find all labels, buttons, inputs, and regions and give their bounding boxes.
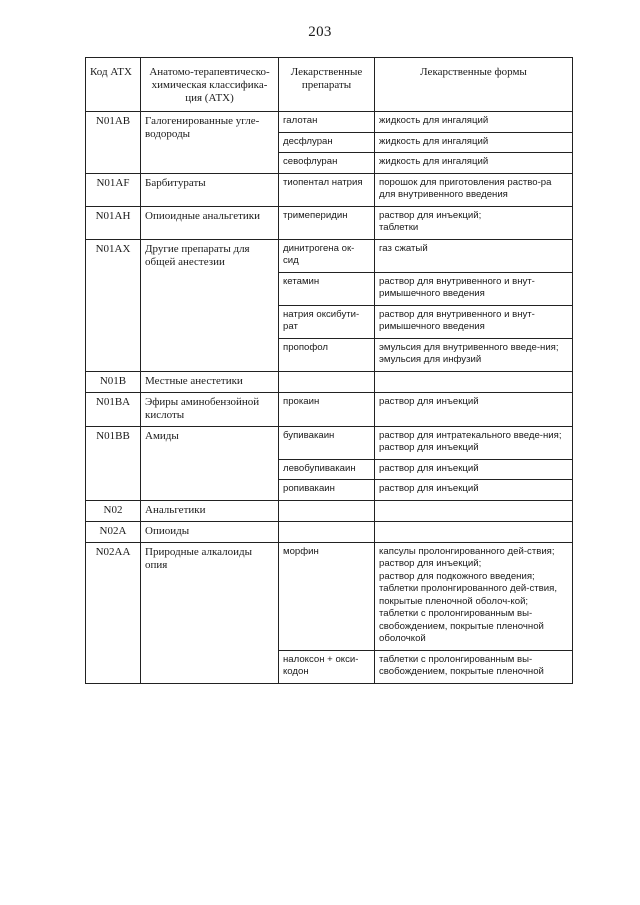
drug-cell: динитрогена ок-сид	[279, 239, 375, 272]
atx-code-cell: N01BA	[86, 392, 141, 426]
header-row	[86, 58, 573, 112]
dosage-form-item: раствор для инъекций	[379, 462, 479, 474]
drug-cell: галотан	[279, 112, 375, 133]
drug-cell: тримеперидин	[279, 206, 375, 239]
dosage-forms-cell	[375, 459, 573, 480]
dosage-forms-cell	[375, 371, 573, 392]
table-row	[86, 206, 573, 239]
dosage-forms-cell	[375, 132, 573, 153]
dosage-forms-cell	[375, 206, 573, 239]
atx-code-cell: N01BB	[86, 426, 141, 500]
atx-classification-cell: Амиды	[141, 426, 279, 500]
dosage-form-item: газ сжатый	[379, 242, 428, 254]
dosage-form-item: раствор для внутривенного и внут-римышечного введения	[379, 308, 535, 332]
dosage-forms-cell	[375, 542, 573, 650]
dosage-form-item: раствор для инъекций;	[379, 209, 482, 221]
drug-cell	[279, 521, 375, 542]
atx-classification-cell: Местные анестетики	[141, 371, 279, 392]
dosage-form-item: раствор для интратекального введе-ния;	[379, 429, 562, 441]
atx-classification-cell: Другие препараты для общей анестезии	[141, 239, 279, 371]
drug-cell: натрия оксибути-рат	[279, 305, 375, 338]
table-row	[86, 500, 573, 521]
dosage-form-item: таблетки с пролонгированным вы-свобождением, покрытые пленочной	[379, 653, 544, 677]
header-atx-classification: Анатомо-терапевтическо-химическая классифика-ция (АТХ)	[141, 58, 279, 112]
atx-code-cell: N01AB	[86, 112, 141, 174]
atx-table	[85, 57, 573, 684]
table-row	[86, 542, 573, 650]
drug-cell: севофлуран	[279, 153, 375, 174]
dosage-forms-cell	[375, 305, 573, 338]
atx-code-cell: N01B	[86, 371, 141, 392]
table-row	[86, 392, 573, 426]
atx-classification-cell: Барбитураты	[141, 173, 279, 206]
drug-cell: прокаин	[279, 392, 375, 426]
dosage-form-item: эмульсия для инфузий	[379, 354, 482, 365]
table-row	[86, 173, 573, 206]
dosage-form-item: жидкость для ингаляций	[379, 156, 489, 167]
atx-code-cell: N02A	[86, 521, 141, 542]
atx-classification-cell: Галогенированные угле-водороды	[141, 112, 279, 174]
dosage-form-item: таблетки	[379, 222, 419, 233]
dosage-form-item: раствор для инъекций	[379, 395, 479, 407]
atx-code-cell: N01AX	[86, 239, 141, 371]
dosage-form-item: раствор для инъекций	[379, 483, 479, 494]
drug-cell: морфин	[279, 542, 375, 650]
atx-classification-cell: Эфиры аминобензойной кислоты	[141, 392, 279, 426]
drug-cell: ропивакаин	[279, 480, 375, 501]
dosage-forms-cell	[375, 521, 573, 542]
page-number: 203	[308, 24, 332, 40]
table-row	[86, 112, 573, 133]
dosage-form-item: раствор для подкожного введения;	[379, 570, 535, 582]
table-header	[86, 58, 573, 112]
dosage-form-item: раствор для внутривенного и внут-римышечного введения	[379, 275, 535, 299]
drug-cell	[279, 371, 375, 392]
dosage-form-item: порошок для приготовления раство-ра для внутривенного введения	[379, 176, 552, 200]
dosage-form-item: жидкость для ингаляций	[379, 115, 489, 126]
dosage-form-item: таблетки пролонгированного дей-ствия, покрытые пленочной оболоч-кой;	[379, 583, 557, 607]
table-body	[86, 112, 573, 684]
atx-code-cell: N02	[86, 500, 141, 521]
drug-cell: левобупивакаин	[279, 459, 375, 480]
dosage-forms-cell	[375, 153, 573, 174]
table-row	[86, 371, 573, 392]
dosage-form-item: таблетки с пролонгированным вы-свобождением, покрытые пленочной оболочкой	[379, 608, 544, 644]
dosage-forms-cell	[375, 480, 573, 501]
dosage-form-item: раствор для инъекций	[379, 442, 479, 453]
atx-code-cell: N01AH	[86, 206, 141, 239]
header-atx-code: Код АТХ	[86, 58, 141, 112]
table-row	[86, 426, 573, 459]
atx-classification-cell: Опиоидные анальгетики	[141, 206, 279, 239]
atx-classification-cell: Анальгетики	[141, 500, 279, 521]
drug-cell: кетамин	[279, 272, 375, 305]
table-row	[86, 521, 573, 542]
atx-code-cell: N01AF	[86, 173, 141, 206]
drug-cell: десфлуран	[279, 132, 375, 153]
dosage-form-item: жидкость для ингаляций	[379, 135, 489, 147]
dosage-forms-cell	[375, 272, 573, 305]
dosage-forms-cell	[375, 112, 573, 133]
dosage-form-item: раствор для инъекций;	[379, 558, 482, 569]
atx-classification-cell: Природные алкалоиды опия	[141, 542, 279, 683]
atx-classification-cell: Опиоиды	[141, 521, 279, 542]
dosage-forms-cell	[375, 338, 573, 371]
dosage-form-item: капсулы пролонгированного дей-ствия;	[379, 545, 555, 557]
drug-cell: тиопентал натрия	[279, 173, 375, 206]
dosage-form-item: эмульсия для внутривенного введе-ния;	[379, 341, 559, 353]
atx-code-cell: N02AA	[86, 542, 141, 683]
dosage-forms-cell	[375, 239, 573, 272]
drug-cell: бупивакаин	[279, 426, 375, 459]
header-dosage-forms: Лекарственные формы	[375, 58, 573, 112]
dosage-forms-cell	[375, 392, 573, 426]
header-drugs: Лекарственные препараты	[279, 58, 375, 112]
drug-cell: пропофол	[279, 338, 375, 371]
table-row	[86, 239, 573, 272]
dosage-forms-cell	[375, 650, 573, 683]
dosage-forms-cell	[375, 426, 573, 459]
drug-cell: налоксон + окси-кодон	[279, 650, 375, 683]
drug-cell	[279, 500, 375, 521]
dosage-forms-cell	[375, 500, 573, 521]
dosage-forms-cell	[375, 173, 573, 206]
